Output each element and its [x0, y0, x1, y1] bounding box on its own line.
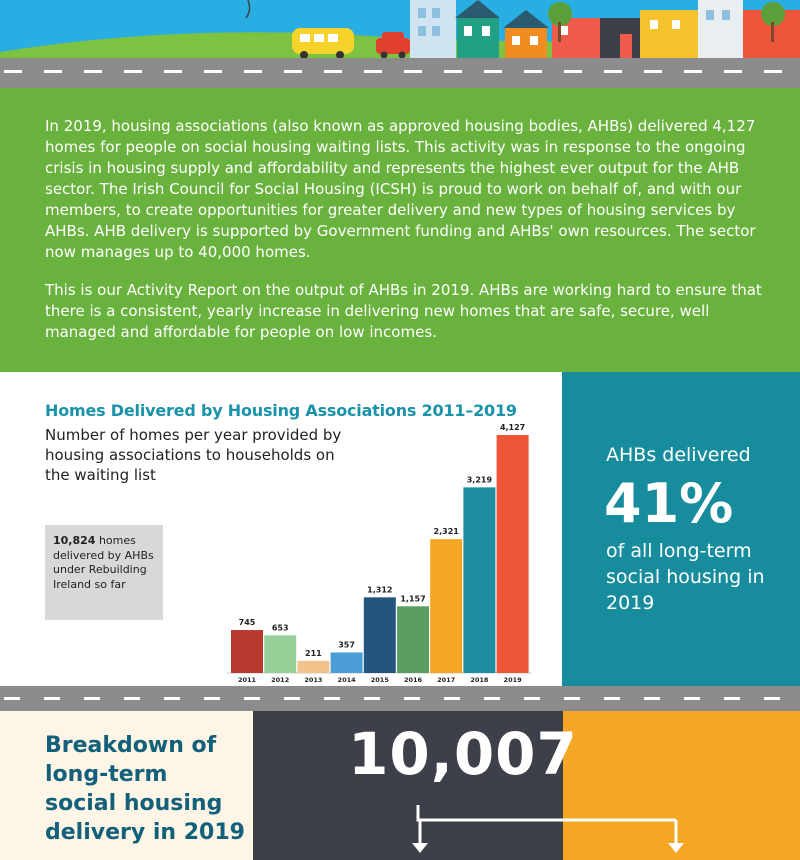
category-label-2019: 2019 — [503, 676, 522, 684]
road-divider — [0, 686, 800, 711]
breakdown-section — [0, 711, 253, 860]
bar-2014 — [331, 652, 363, 673]
value-label-2017: 2,321 — [433, 527, 459, 537]
split-arrows-icon — [253, 711, 800, 860]
callout-rest: homes delivered by AHBs under Rebuilding Ireland so far — [53, 534, 154, 591]
intro-paragraph-1: In 2019, housing associations (also known as approved housing bodies, AHBs) delivered 4,127 homes for people on social housing waiting lists. This activity was in response to the ongoing crisis in housing supply and affordability and represents the highest ever output for the AHB sector. The Irish Council for Social Housing (ICSH) is proud to work on behalf of, and with our members, to create opportunities for greater delivery and new types of housing services by AHBs. AHB delivery is supported by Government funding and AHBs' own resources. The sector now manages up to 40,000 homes. — [45, 117, 756, 261]
stat-panel — [562, 372, 800, 686]
category-label-2013: 2013 — [304, 676, 323, 684]
stat-suffix: of all long-term social housing in 2019 — [606, 540, 765, 614]
header-illustration — [0, 0, 800, 88]
category-label-2017: 2017 — [437, 676, 456, 684]
chart-section — [0, 372, 562, 686]
callout-box — [45, 525, 163, 620]
value-label-2013: 211 — [305, 648, 322, 658]
bar-2017 — [430, 539, 462, 673]
category-label-2012: 2012 — [271, 676, 290, 684]
category-label-2014: 2014 — [337, 676, 356, 684]
intro-paragraph-2: This is our Activity Report on the output of AHBs in 2019. AHBs are working hard to ensure that there is a consistent, yearly increase in delivering new homes that are safe, secure, well managed and affordable for people on low incomes. — [45, 281, 762, 341]
bar-2019 — [497, 435, 529, 673]
bar-2012 — [264, 635, 296, 673]
intro-section — [0, 88, 800, 372]
callout-text — [53, 534, 157, 592]
stat-value: 41% — [604, 472, 734, 535]
category-label-2011: 2011 — [237, 676, 257, 684]
breakdown-total: 10,007 — [348, 720, 578, 788]
bar-2011 — [231, 630, 263, 673]
value-label-2018: 3,219 — [466, 475, 493, 485]
bar-2018 — [463, 487, 495, 673]
category-label-2015: 2015 — [370, 676, 389, 684]
callout-bold: 10,824 — [53, 534, 96, 547]
value-label-2015: 1,312 — [367, 585, 393, 595]
category-label-2016: 2016 — [403, 676, 423, 684]
value-label-2016: 1,157 — [400, 594, 426, 604]
chart-subtitle: Number of homes per year provided by housing associations to households on the waiting list — [45, 426, 342, 484]
value-label-2011: 745 — [238, 618, 256, 628]
breakdown-title: Breakdown of long-term social housing delivery in 2019 — [45, 733, 245, 845]
bar-2013 — [297, 661, 329, 673]
chart-title: Homes Delivered by Housing Associations 2011–2019 — [45, 401, 517, 420]
value-label-2014: 357 — [338, 640, 355, 650]
stat-prefix: AHBs delivered — [606, 444, 751, 466]
category-label-2018: 2018 — [470, 676, 489, 684]
value-label-2012: 653 — [271, 623, 289, 633]
bar-2015 — [364, 597, 396, 673]
bar-2016 — [397, 606, 429, 673]
value-label-2019: 4,127 — [499, 423, 526, 432]
